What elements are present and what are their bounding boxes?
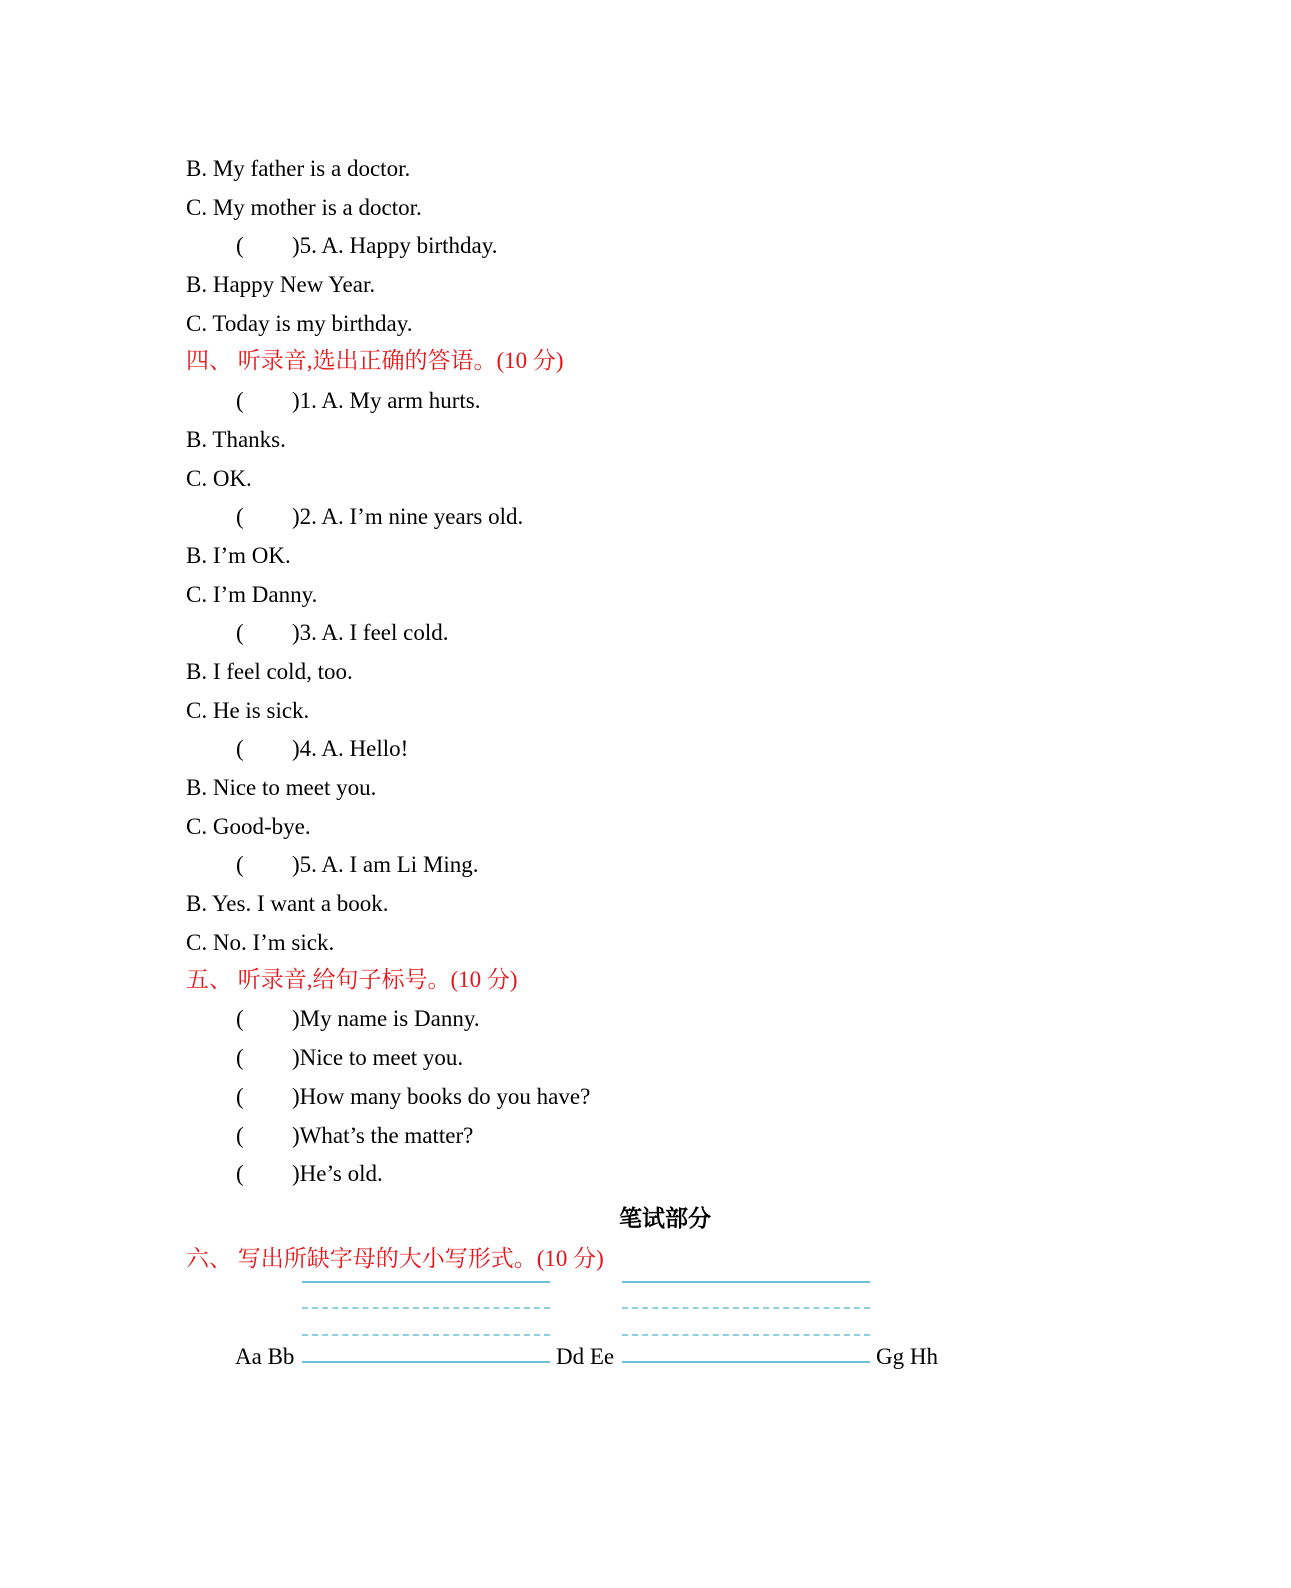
question-line: ( )5. A. Happy birthday. [236, 233, 498, 258]
option-line: B. Thanks. [186, 427, 286, 452]
option-line: C. OK. [186, 466, 252, 491]
option-line: B. I feel cold, too. [186, 659, 353, 684]
writing-line-top [622, 1281, 870, 1283]
written-part-title: 笔试部分 [619, 1206, 711, 1232]
option-line: B. Yes. I want a book. [186, 891, 389, 916]
option-line: B. Nice to meet you. [186, 775, 377, 800]
option-line: C. Good-bye. [186, 814, 311, 839]
question-line: ( )1. A. My arm hurts. [236, 388, 481, 413]
writing-line-top [302, 1281, 550, 1283]
question-line: ( )4. A. Hello! [236, 736, 409, 761]
option-line: B. I’m OK. [186, 543, 291, 568]
question-line: ( )2. A. I’m nine years old. [236, 504, 524, 529]
letters-dd-ee: Dd Ee [556, 1344, 615, 1369]
option-line: C. My mother is a doctor. [186, 195, 422, 220]
ordering-line: ( )He’s old. [236, 1161, 383, 1186]
option-line: C. No. I’m sick. [186, 930, 335, 955]
letters-aa-bb: Aa Bb [235, 1344, 295, 1369]
option-line: B. Happy New Year. [186, 272, 376, 297]
writing-line-dashed [302, 1334, 550, 1336]
answer-input-1[interactable] [302, 1361, 550, 1363]
writing-line-dashed [622, 1307, 870, 1309]
ordering-line: ( )What’s the matter? [236, 1123, 474, 1148]
option-line: C. He is sick. [186, 698, 310, 723]
question-line: ( )5. A. I am Li Ming. [236, 852, 479, 877]
option-line: C. Today is my birthday. [186, 311, 413, 336]
writing-line-dashed [622, 1334, 870, 1336]
section-heading: 四、 听录音,选出正确的答语。(10 分) [186, 348, 564, 373]
question-line: ( )3. A. I feel cold. [236, 620, 449, 645]
section-heading: 五、 听录音,给句子标号。(10 分) [186, 967, 518, 992]
answer-paren: ( [236, 233, 244, 258]
writing-line-dashed [302, 1307, 550, 1309]
letters-gg-hh: Gg Hh [876, 1344, 938, 1369]
option-line: C. I’m Danny. [186, 582, 318, 607]
option-line: B. My father is a doctor. [186, 156, 411, 181]
section-heading: 六、 写出所缺字母的大小写形式。(10 分) [186, 1246, 604, 1271]
answer-input-2[interactable] [622, 1361, 870, 1363]
ordering-line: ( )My name is Danny. [236, 1006, 480, 1031]
ordering-line: ( )Nice to meet you. [236, 1045, 464, 1070]
ordering-line: ( )How many books do you have? [236, 1084, 591, 1109]
